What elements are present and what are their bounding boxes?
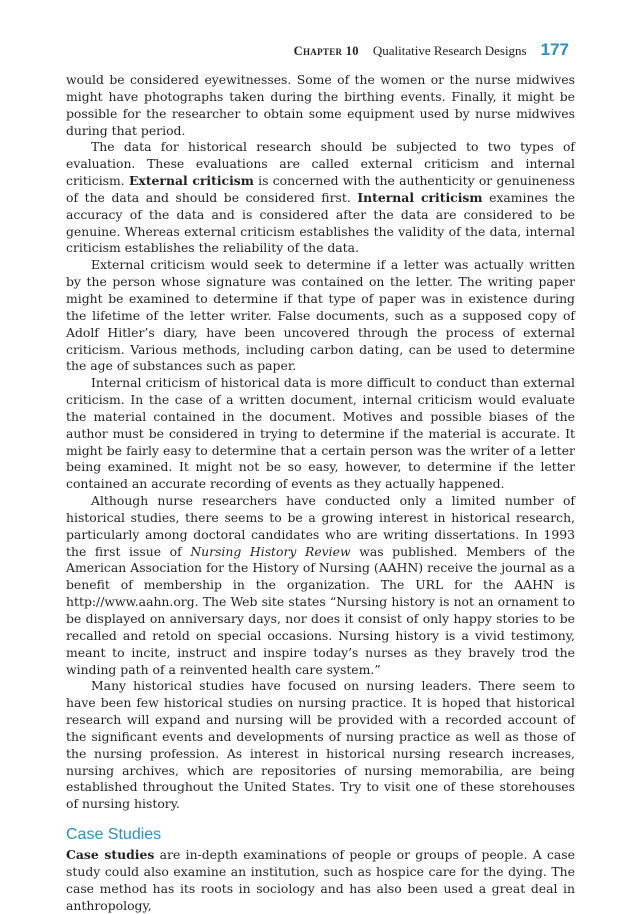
paragraph-external-criticism: External criticism would seek to determine if a letter was actually written by the person whose signature was contained on the letter. The writing paper might be examined to determine if that type of paper was in existence during the lifetime of the letter writer. False documents, such as a supposed copy of Adolf Hitler’s diary, have been uncovered through the process of external criticism. Various methods, including carbon dating, can be used to determine the age of substances such as paper. [66,257,575,374]
paragraph-text: The data for historical research should be subjected to two types of evaluation. These evaluations are called external criticism and internal criticism. [66,139,575,189]
paragraph-nursing-leaders: Many historical studies have focused on nursing leaders. There seem to have been few historical studies on nursing practice. It is hoped that historical research will expand and nursing will be provided with a recorded account of the significant events and developments of nursing practice as well as those of the nursing profession. As interest in historical nursing research increases, nursing archives, which are repositories of nursing memorabilia, are being established throughout the United States. Try to visit one of these storehouses of nursing history. [66,678,575,812]
journal-title: Nursing History Review [190,543,351,559]
page-number: 177 [540,40,569,59]
term-external-criticism: External criticism [128,173,254,189]
paragraph-continued: would be considered eyewitnesses. Some of the women or the nurse midwives might have photographs taken during the birthing events. Finally, it might be possible for the researcher to obtain some equipment used by nurse midwives during that period. [66,72,575,138]
section-heading-case-studies: Case Studies [66,826,162,844]
body-text [66,72,575,914]
running-head [66,40,569,60]
term-case-studies: Case studies [66,846,155,862]
paragraph-text: was published. Members of the American Association for the History of Nursing (AAHN) receive the journal as a benefit of membership in the organization. The URL for the AAHN is http://www.aahn.org. The Web site states “Nursing history is not an ornament to be displayed on anniversary days, nor does it consist of only happy stories to be recalled and retold on special occasions. Nursing history is a vivid testimony, meant to incite, instruct and inspire today’s nurses as they bravely trod the winding path of a reinvented health care system.” [66,543,575,677]
paragraph-evaluation-types [66,139,575,257]
paragraph-nurse-researchers [66,493,575,678]
paragraph-internal-criticism: Internal criticism of historical data is more difficult to conduct than external criticism. In the case of a written document, internal criticism would evaluate the material contained in the document. Motives and possible biases of the author must be considered in trying to determine if the material is accurate. It might be fairly easy to determine that a certain person was the writer of a letter being examined. It might not be so easy, however, to determine if the letter contained an accurate recording of events as they actually happened. [66,375,575,492]
chapter-title: Qualitative Research Designs [372,43,527,58]
chapter-label: Chapter 10 [293,44,359,58]
paragraph-text: Although nurse researchers have conducted only a limited number of historical studies, there seems to be a growing interest in historical research, particularly among doctoral candidates who are writing dissertations. In 1993 the first issue of [66,493,575,559]
paragraph-text: is concerned with the authenticity or genuineness of the data and should be considered first. [66,173,575,205]
paragraph-case-studies [66,847,575,914]
paragraph-text: are in-depth examinations of people or groups of people. A case study could also examine an institution, such as hospice care for the dying. The case method has its roots in sociology and has also been used a great deal in anthropology, [66,846,575,913]
paragraph-text: examines the accuracy of the data and is considered after the data are considered to be genuine. Whereas external criticism establishes the validity of the data, internal criticism establishes the reliability of the data. [66,189,576,256]
term-internal-criticism: Internal criticism [357,189,483,205]
